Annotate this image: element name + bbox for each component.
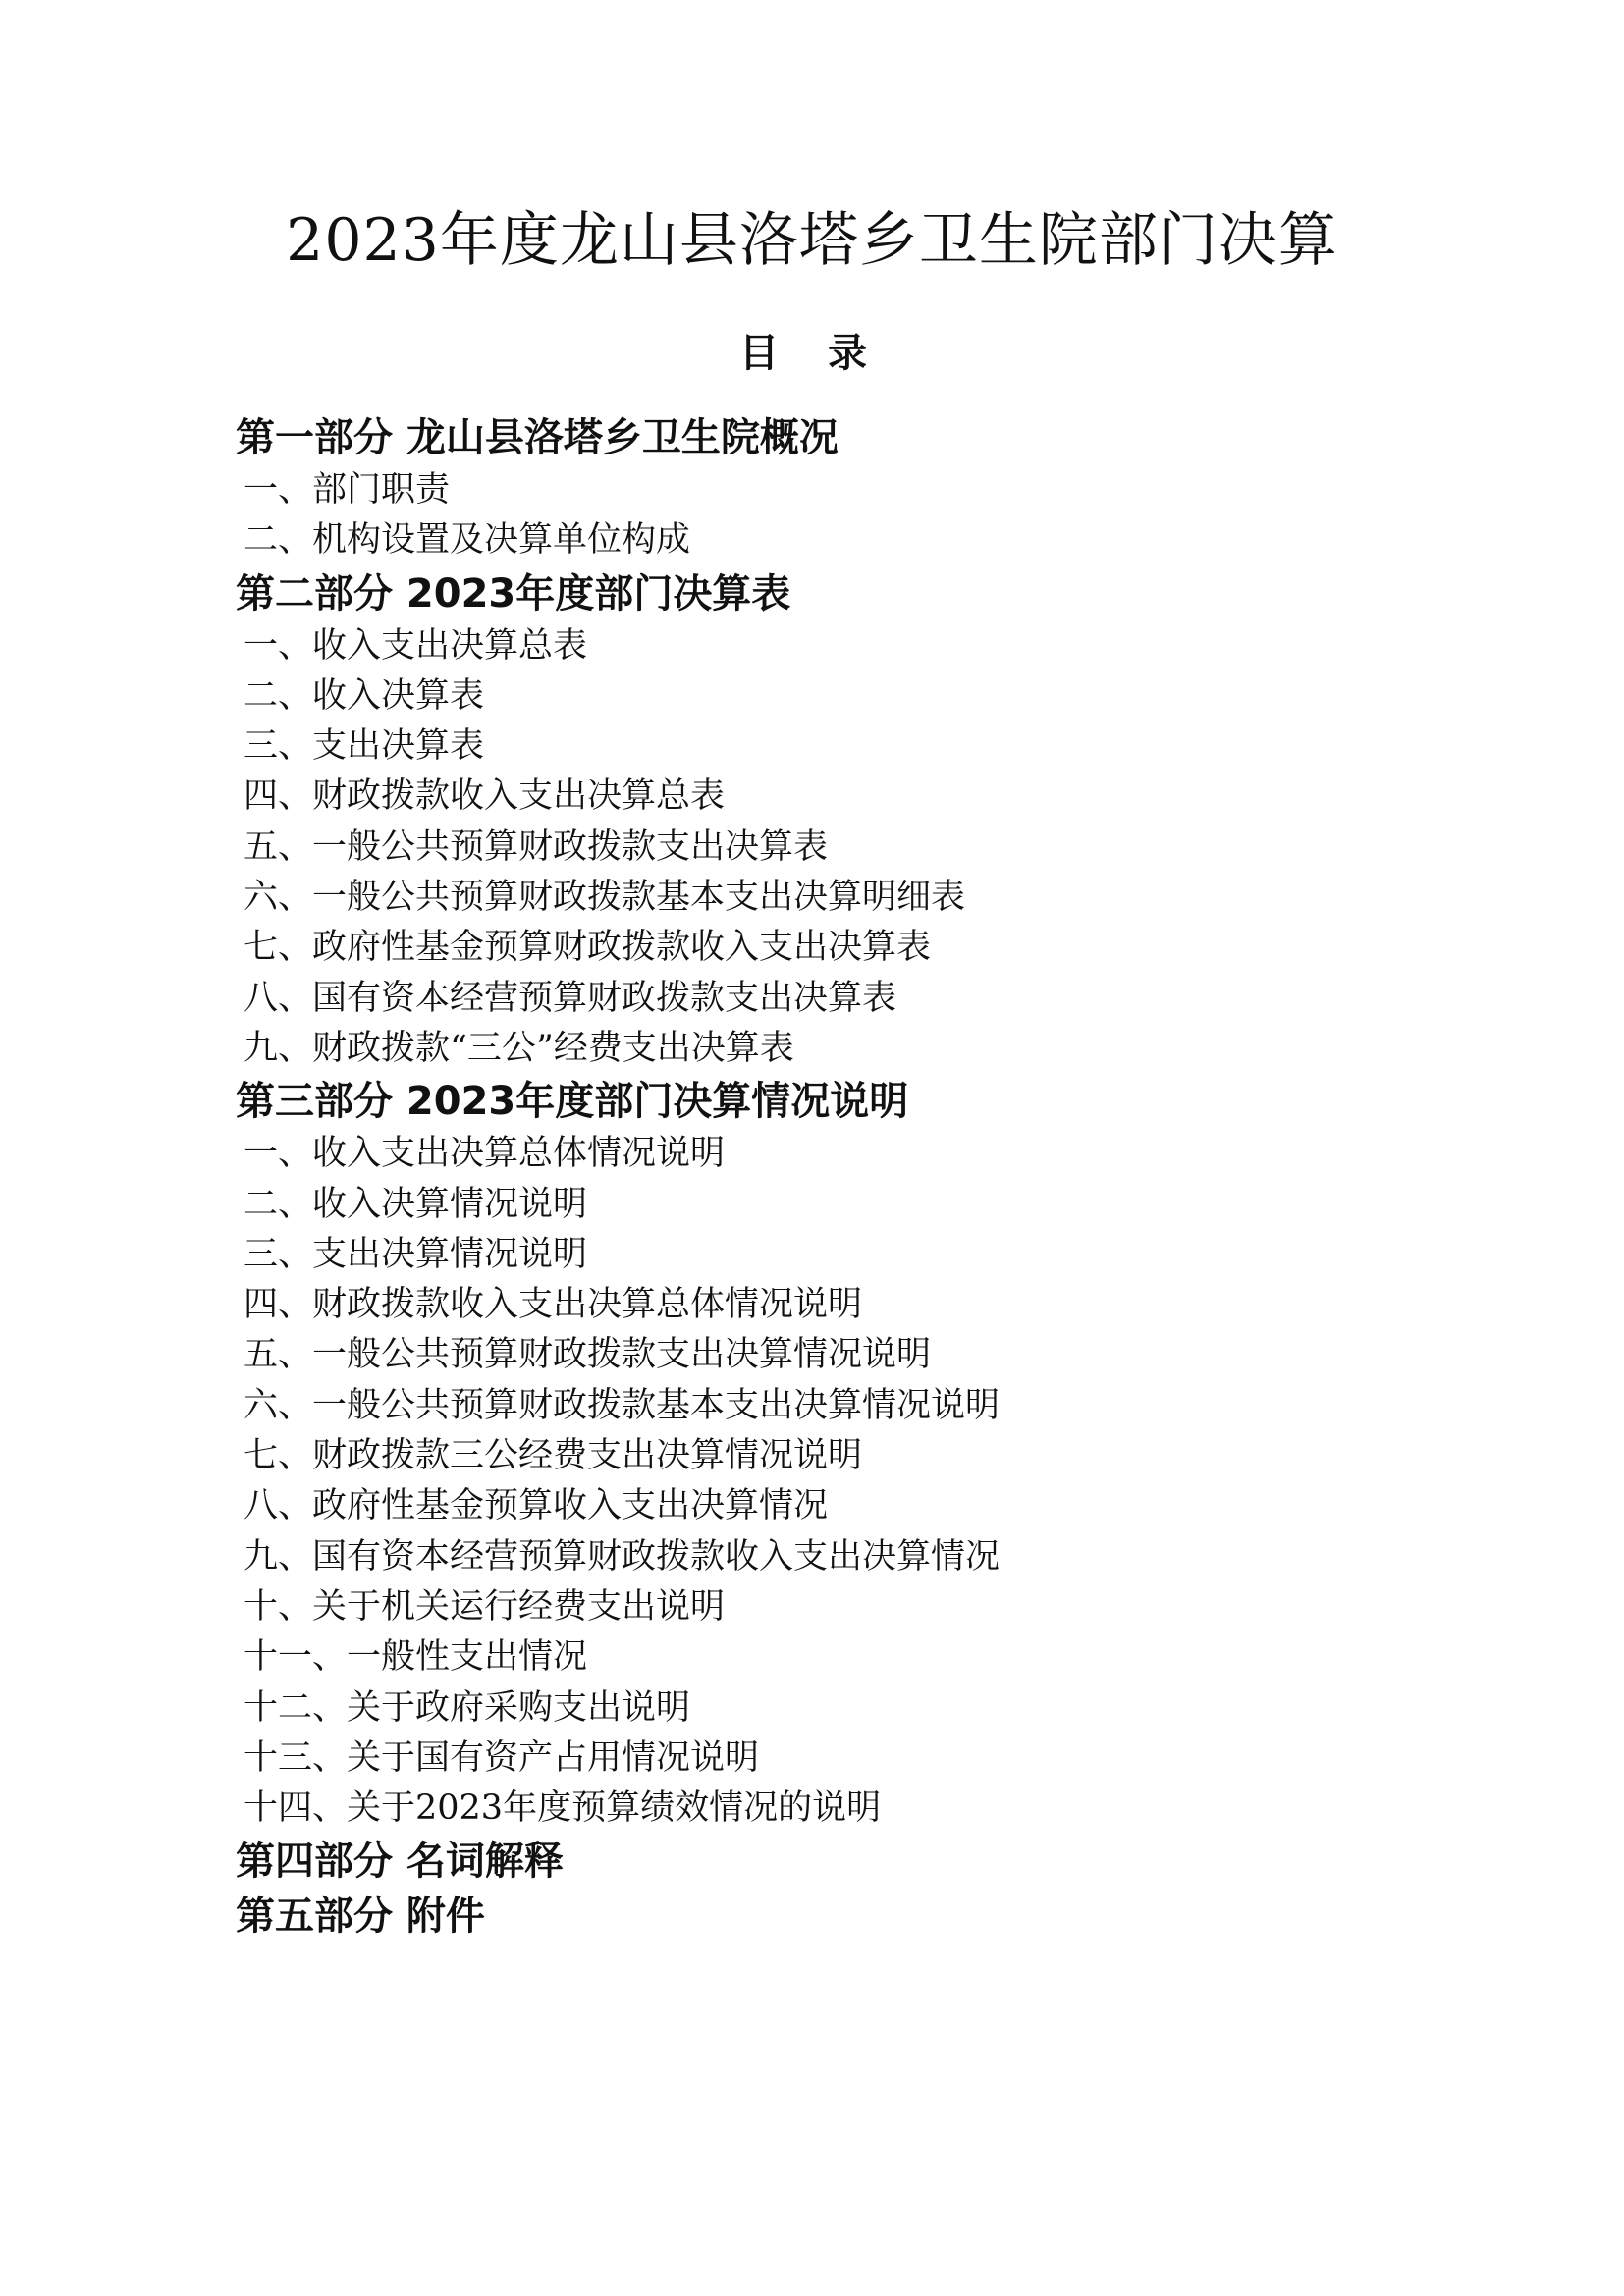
toc-item[interactable]: 二、机构设置及决算单位构成: [244, 520, 691, 561]
toc-section: [236, 410, 1512, 566]
toc-item[interactable]: 六、一般公共预算财政拨款基本支出决算明细表: [244, 878, 966, 918]
toc-item[interactable]: 五、一般公共预算财政拨款支出决算情况说明: [244, 1335, 932, 1375]
toc-item[interactable]: 八、政府性基金预算收入支出决算情况: [244, 1486, 829, 1526]
toc-section: [236, 566, 1512, 1075]
toc-section: [236, 1834, 1512, 1889]
toc-item[interactable]: 四、财政拨款收入支出决算总表: [244, 776, 726, 817]
toc-item[interactable]: 一、收入支出决算总表: [244, 625, 588, 666]
toc-item[interactable]: 九、国有资本经营预算财政拨款收入支出决算情况: [244, 1536, 1001, 1576]
toc-section-title[interactable]: 第四部分 名词解释: [236, 1839, 564, 1885]
toc-section: [236, 1889, 1512, 1944]
toc-section-items: [236, 465, 1512, 566]
toc-item[interactable]: 十、关于机关运行经费支出说明: [244, 1586, 726, 1627]
toc-heading: 目 录: [739, 330, 885, 376]
toc-item[interactable]: 三、支出决算表: [244, 726, 485, 767]
toc-item[interactable]: 三、支出决算情况说明: [244, 1234, 588, 1274]
toc-item[interactable]: 四、财政拨款收入支出决算总体情况说明: [244, 1285, 863, 1325]
toc-item[interactable]: 十三、关于国有资产占用情况说明: [244, 1737, 760, 1778]
toc-item[interactable]: 七、财政拨款三公经费支出决算情况说明: [244, 1436, 863, 1476]
toc-item[interactable]: 九、财政拨款“三公”经费支出决算表: [244, 1028, 794, 1068]
toc-section-title[interactable]: 第一部分 龙山县洛塔乡卫生院概况: [236, 415, 839, 460]
toc-section-title[interactable]: 第二部分 2023年度部门决算表: [236, 570, 791, 616]
document-title: 2023年度龙山县洛塔乡卫生院部门决算: [286, 206, 1338, 275]
toc-section-title[interactable]: 第三部分 2023年度部门决算情况说明: [236, 1079, 909, 1125]
toc-item[interactable]: 二、收入决算表: [244, 675, 485, 716]
toc-item[interactable]: 一、部门职责: [244, 470, 451, 509]
toc-item[interactable]: 六、一般公共预算财政拨款基本支出决算情况说明: [244, 1385, 1001, 1425]
toc-section: [236, 1074, 1512, 1834]
table-of-contents: [236, 410, 1512, 1944]
toc-item[interactable]: 七、政府性基金预算财政拨款收入支出决算表: [244, 928, 932, 968]
toc-section-items: [236, 621, 1512, 1075]
toc-item[interactable]: 一、收入支出决算总体情况说明: [244, 1134, 726, 1174]
toc-item[interactable]: 二、收入决算情况说明: [244, 1184, 588, 1224]
toc-item[interactable]: 八、国有资本经营预算财政拨款支出决算表: [244, 978, 897, 1018]
toc-section-title[interactable]: 第五部分 附件: [236, 1894, 485, 1940]
toc-item[interactable]: 十四、关于2023年度预算绩效情况的说明: [244, 1789, 882, 1829]
toc-section-items: [236, 1129, 1512, 1834]
toc-item[interactable]: 十二、关于政府采购支出说明: [244, 1687, 691, 1728]
toc-item[interactable]: 五、一般公共预算财政拨款支出决算表: [244, 827, 829, 867]
toc-item[interactable]: 十一、一般性支出情况: [244, 1637, 588, 1678]
